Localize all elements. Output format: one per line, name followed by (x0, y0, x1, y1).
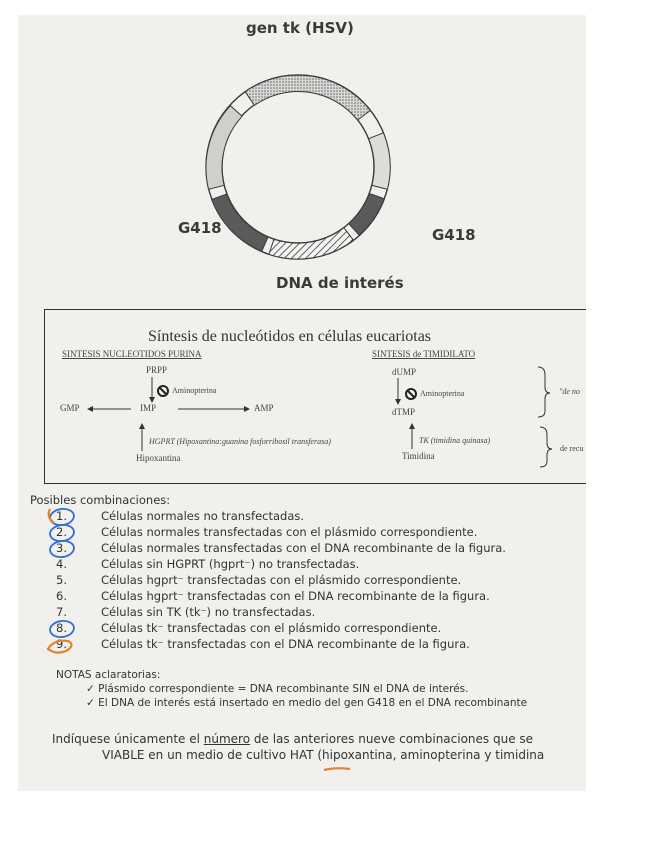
combo-num-9: 9. (56, 637, 67, 651)
note-line-2: ✓ El DNA de interés está insertado en medio del gen G418 en el DNA recombinante (86, 697, 528, 709)
combo-num-3: 3. (56, 541, 67, 555)
hgprt-label: HGPRT (Hipoxantina:guanina fosforribosil transferasa) (149, 437, 331, 446)
orange-mark-1 (49, 509, 54, 523)
document-page (18, 15, 586, 791)
combo-item-8: Células tk⁻ transfectadas con el plásmido correspondiente. (101, 621, 442, 635)
hipoxantina-label: Hipoxantina (136, 453, 181, 463)
aminopterina-left-label: Aminopterina (172, 386, 217, 395)
orange-mark-9 (48, 641, 72, 653)
circle-mark-1 (49, 507, 75, 526)
de-novo-label: "de no (559, 387, 580, 396)
notes-heading: NOTAS aclaratorias: (56, 669, 161, 681)
combo-item-3: Células normales transfectadas con el DNA recombinante de la figura. (101, 541, 506, 555)
dna-interes-label: DNA de interés (276, 274, 404, 292)
combo-item-4: Células sin HGPRT (hgprt⁻) no transfectadas. (101, 557, 360, 571)
combo-item-1: Células normales no transfectadas. (101, 509, 305, 523)
box-title: Síntesis de nucleótidos en células eucariotas (148, 328, 432, 345)
orange-underline (324, 768, 350, 770)
imp-label: IMP (140, 403, 157, 413)
note-line-1: ✓ Plásmido correspondiente = DNA recombinante SIN el DNA de interés. (86, 683, 469, 695)
gmp-label: GMP (60, 403, 80, 413)
combo-item-9: Células tk⁻ transfectadas con el DNA recombinante de la figura. (101, 637, 470, 651)
de-recu-label: de recu (560, 444, 584, 453)
circle-mark-3 (49, 539, 75, 558)
purina-heading: SINTESIS NUCLEOTIDOS PURINA (62, 349, 202, 359)
question-part-1: Indíquese únicamente el (52, 732, 204, 746)
dtmp-label: dTMP (392, 407, 416, 417)
combo-item-6: Células hgprt⁻ transfectadas con el DNA recombinante de la figura. (101, 589, 490, 603)
combo-num-6: 6. (56, 589, 67, 603)
circle-mark-8 (49, 619, 75, 638)
circle-mark-2 (49, 523, 75, 542)
combo-num-8: 8. (56, 621, 67, 635)
g418-right-label: G418 (432, 226, 476, 244)
g418-left-label: G418 (178, 219, 222, 237)
combo-num-4: 4. (56, 557, 67, 571)
combo-item-7: Células sin TK (tk⁻) no transfectadas. (101, 605, 316, 619)
dump-label: dUMP (392, 367, 417, 377)
question-line-2: VIABLE en un medio de cultivo HAT (hipoxantina, aminopterina y timidina (102, 748, 545, 762)
combo-num-5: 5. (56, 573, 67, 587)
combo-item-2: Células normales transfectadas con el plásmido correspondiente. (101, 525, 478, 539)
tk-label: TK (timidina quinasa) (419, 436, 491, 445)
combinations-heading: Posibles combinaciones: (30, 493, 171, 507)
timidilato-heading: SINTESIS de TIMIDILATO (372, 349, 476, 359)
prpp-label: PRPP (146, 365, 168, 375)
timidina-label: Timidina (402, 451, 435, 461)
combo-item-5: Células hgprt⁻ transfectadas con el plásmido correspondiente. (101, 573, 462, 587)
question-line-1 (52, 732, 533, 746)
aminopterina-right-label: Aminopterina (420, 389, 465, 398)
combo-num-7: 7. (56, 605, 67, 619)
combo-num-1: 1. (56, 509, 67, 523)
question-part-2: de las anteriores nueve combinaciones que se (250, 732, 534, 746)
amp-label: AMP (254, 403, 274, 413)
combo-num-2: 2. (56, 525, 67, 539)
tk-gene-label: gen tk (HSV) (246, 19, 354, 37)
question-underlined: número (203, 732, 251, 746)
